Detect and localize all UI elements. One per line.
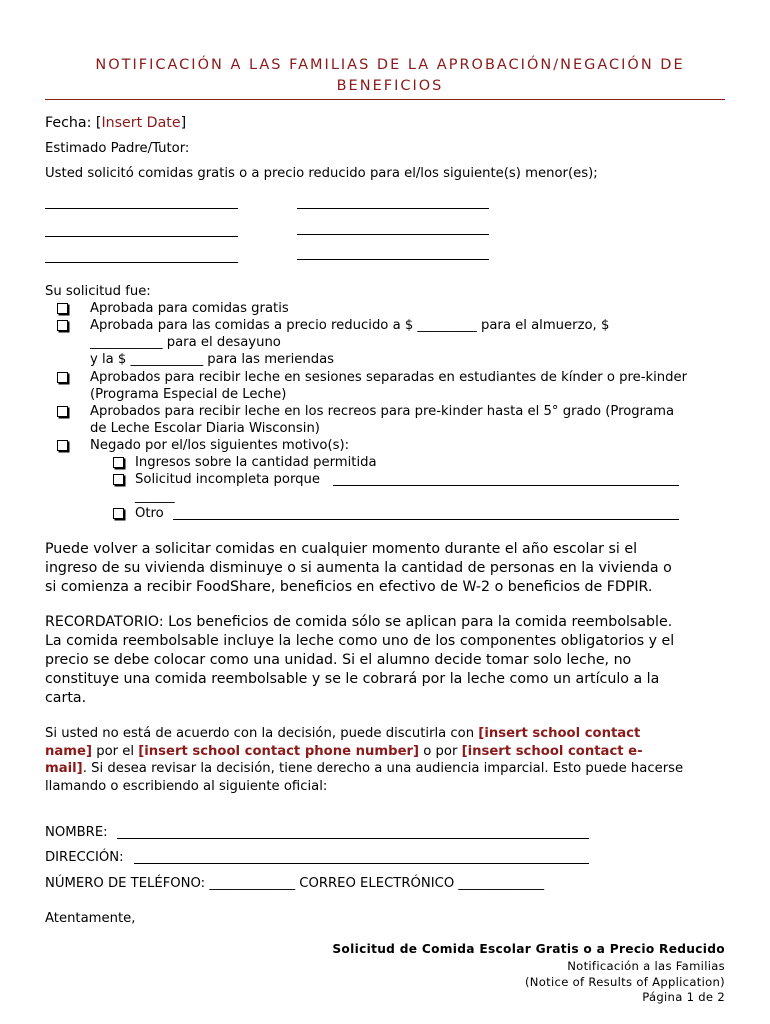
- school-contact-name-placeholder[interactable]: [insert school contact: [478, 726, 641, 741]
- option-reduced-price: Aprobada para las comidas a precio reducido a $ _________ para el almuerzo, $: [90, 318, 610, 333]
- name-line[interactable]: [117, 838, 589, 839]
- reapply-line: ingreso de su vivienda disminuye o si aumenta la cantidad de personas en la vivienda o: [45, 560, 672, 576]
- checkbox-reduced-price[interactable]: [57, 320, 68, 331]
- option-denied: Negado por el/los siguientes motivo(s):: [90, 438, 350, 453]
- child-name-line-3[interactable]: [45, 262, 238, 263]
- greeting: Estimado Padre/Tutor:: [45, 141, 190, 156]
- child-name-line-5[interactable]: [297, 234, 489, 235]
- reapply-paragraph: [45, 540, 672, 597]
- footer-title: Solicitud de Comida Escolar Gratis o a Precio Reducido: [332, 942, 725, 956]
- other-reason-line[interactable]: [173, 519, 679, 520]
- phone-email-fields: NÚMERO DE TELÉFONO: _____________ CORREO ELECTRÓNICO _____________: [45, 876, 545, 891]
- option-daily-milk-cont: de Leche Escolar Diaria Wisconsin): [90, 421, 320, 436]
- reminder-line: RECORDATORIO: Los beneficios de comida sólo se aplican para la comida reembolsable.: [45, 614, 673, 630]
- name-label: NOMBRE:: [45, 825, 108, 840]
- reminder-line: precio se debe colocar como una unidad. Si el alumno decide tomar solo leche, no: [45, 652, 632, 668]
- title-line-1: NOTIFICACIÓN A LAS FAMILIAS DE LA APROBACIÓN/NEGACIÓN DE: [95, 57, 685, 73]
- child-name-line-4[interactable]: [297, 208, 489, 209]
- checkbox-denied[interactable]: [57, 440, 68, 451]
- option-free-meals: Aprobada para comidas gratis: [90, 301, 289, 316]
- checkbox-daily-milk[interactable]: [57, 406, 68, 417]
- child-name-line-6[interactable]: [297, 259, 489, 260]
- footer-notice: (Notice of Results of Application): [524, 975, 725, 989]
- child-name-line-2[interactable]: [45, 236, 238, 237]
- date-bracket: ]: [180, 115, 187, 131]
- address-label: DIRECCIÓN:: [45, 850, 124, 865]
- option-reduced-price-snacks: y la $ ___________ para las meriendas: [90, 352, 335, 367]
- intro-text: Usted solicitó comidas gratis o a precio reducido para el/los siguiente(s) menor(es);: [45, 166, 598, 181]
- reason-incomplete: Solicitud incompleta porque: [135, 472, 321, 487]
- closing: Atentamente,: [45, 911, 136, 926]
- checkbox-other[interactable]: [113, 508, 124, 519]
- page-title: [45, 55, 735, 97]
- appeal-paragraph: [45, 725, 683, 795]
- date-placeholder[interactable]: Insert Date: [101, 115, 181, 131]
- reapply-line: si comienza a recibir FoodShare, beneficios en efectivo de W-2 o beneficios de FDPIR.: [45, 579, 653, 595]
- incomplete-reason-line[interactable]: [333, 485, 679, 486]
- school-contact-email-placeholder-end[interactable]: mail]: [45, 761, 83, 776]
- option-daily-milk: Aprobados para recibir leche en los recreos para pre-kinder hasta el 5° grado (Programa: [90, 404, 675, 419]
- incomplete-reason-cont: ______: [135, 489, 175, 504]
- reapply-line: Puede volver a solicitar comidas en cualquier momento durante el año escolar si el: [45, 541, 638, 557]
- address-line[interactable]: [134, 863, 589, 864]
- option-reduced-price-breakfast: ___________ para el desayuno: [90, 335, 281, 350]
- appeal-text: por el: [92, 743, 139, 759]
- option-special-milk-cont: (Programa Especial de Leche): [90, 387, 287, 402]
- reminder-paragraph: [45, 613, 674, 708]
- option-special-milk: Aprobados para recibir leche en sesiones separadas en estudiantes de kínder o pre-kinder: [90, 370, 688, 385]
- appeal-text: Si usted no está de acuerdo con la decisión, puede discutirla con: [45, 726, 479, 741]
- checkbox-free-meals[interactable]: [57, 303, 68, 314]
- checkbox-special-milk[interactable]: [57, 372, 68, 383]
- title-divider: [45, 99, 725, 100]
- page-number: Página 1 de 2: [642, 990, 725, 1004]
- appeal-text: . Si desea revisar la decisión, tiene derecho a una audiencia imparcial. Esto puede hacerse: [82, 761, 684, 776]
- school-contact-email-placeholder[interactable]: [insert school contact e-: [461, 743, 643, 759]
- school-contact-name-placeholder-end[interactable]: name]: [45, 743, 92, 759]
- result-heading: Su solicitud fue:: [45, 284, 151, 299]
- footer-subtitle: Notificación a las Familias: [567, 959, 725, 973]
- reason-other: Otro: [135, 506, 164, 521]
- reminder-line: La comida reembolsable incluye la leche como uno de los componentes obligatorios y el: [45, 633, 675, 649]
- appeal-text: o por: [419, 743, 462, 759]
- reminder-line: constituye una comida reembolsable y se le cobrará por la leche como un artículo a la: [45, 671, 660, 687]
- title-line-2: BENEFICIOS: [336, 78, 444, 94]
- appeal-text: llamando o escribiendo al siguiente oficial:: [45, 778, 328, 794]
- checkbox-income-over[interactable]: [113, 457, 124, 468]
- date-label: Fecha: [: [45, 115, 102, 131]
- school-contact-phone-placeholder[interactable]: [insert school contact phone number]: [138, 743, 420, 759]
- reminder-line: carta.: [45, 690, 87, 706]
- checkbox-incomplete[interactable]: [113, 474, 124, 485]
- reason-income-over: Ingresos sobre la cantidad permitida: [135, 455, 377, 470]
- child-name-line-1[interactable]: [45, 208, 238, 209]
- date-field: [45, 114, 186, 133]
